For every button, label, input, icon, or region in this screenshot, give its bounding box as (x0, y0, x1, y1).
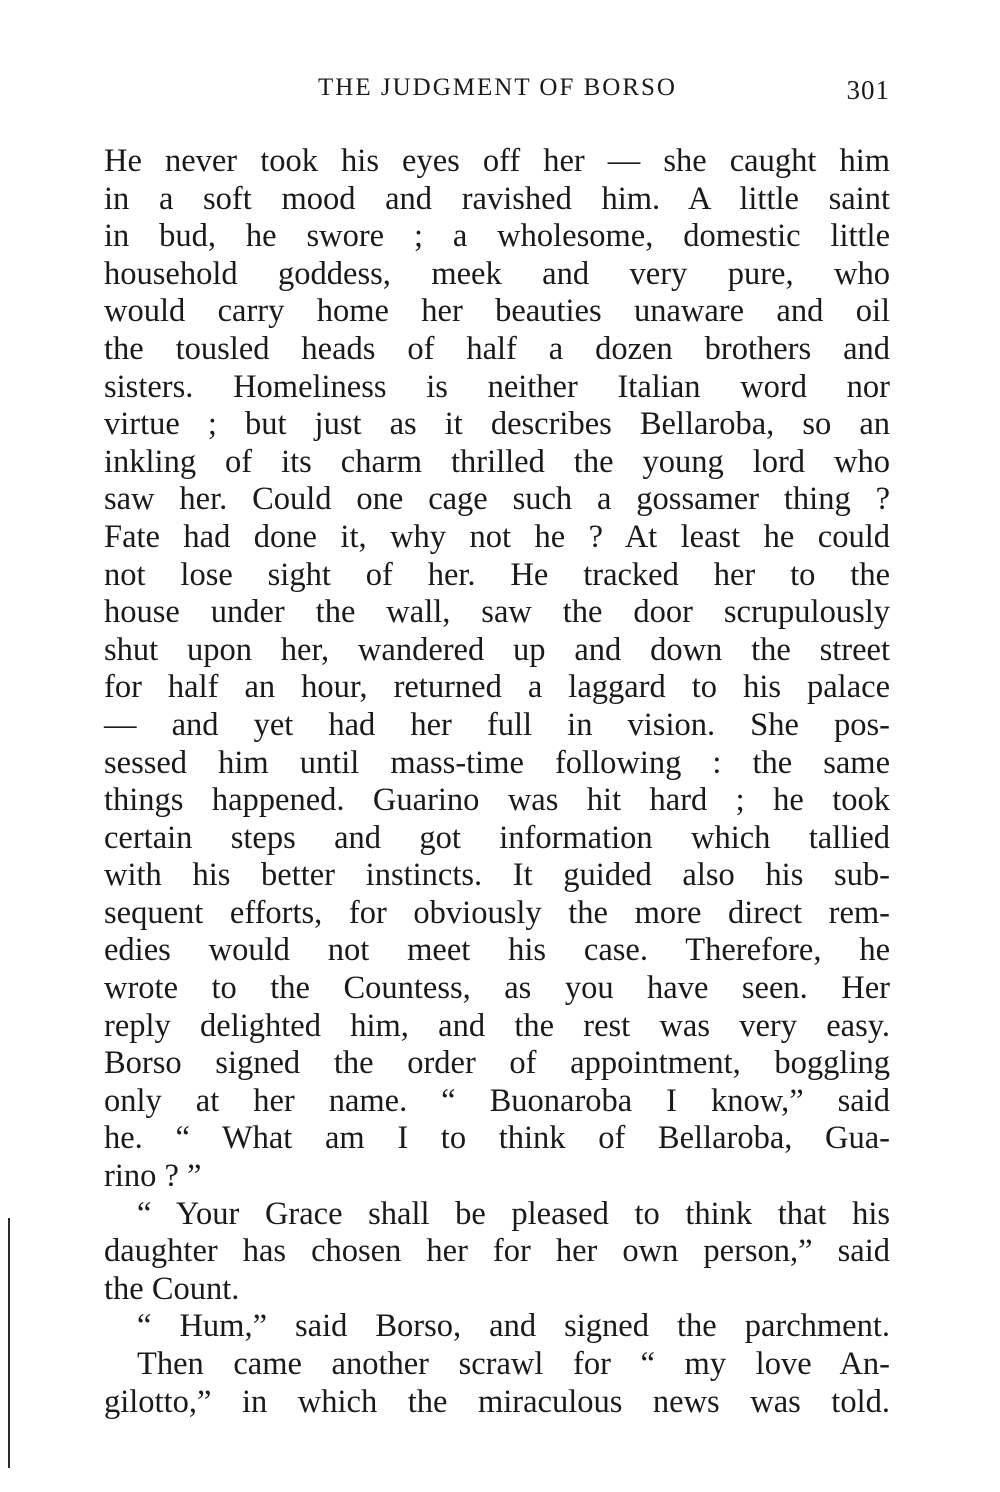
text-line: house under the wall, saw the door scrupulously (104, 594, 890, 631)
text-line: household goddess, meek and very pure, who (104, 255, 890, 292)
text-line: in a soft mood and ravished him. A little saint (104, 180, 890, 217)
text-line: virtue ; but just as it describes Bellaroba, so an (104, 406, 890, 443)
text-line: Borso signed the order of appointment, boggling (104, 1045, 890, 1082)
text-line: not lose sight of her. He tracked her to the (104, 556, 890, 593)
page-number: 301 (846, 75, 890, 105)
text-line: daughter has chosen her for her own person,” said (104, 1233, 890, 1270)
running-title: THE JUDGMENT OF BORSO (318, 74, 677, 101)
text-line: rino ? ” (104, 1158, 202, 1195)
text-line: edies would not meet his case. Therefore, he (104, 932, 890, 969)
text-line: certain steps and got information which tallied (104, 819, 890, 856)
text-line: He never took his eyes off her — she caught him (104, 143, 890, 179)
text-line: things happened. Guarino was hit hard ; he took (104, 782, 890, 819)
text-line: wrote to the Countess, as you have seen. Her (104, 970, 890, 1007)
text-line: “ Hum,” said Borso, and signed the parchment. (137, 1308, 890, 1345)
text-line: in bud, he swore ; a wholesome, domestic little (104, 218, 890, 255)
text-line: Then came another scrawl for “ my love An- (137, 1346, 890, 1382)
text-line: gilotto,” in which the miraculous news was told. (104, 1383, 890, 1420)
text-line: “ Your Grace shall be pleased to think that his (137, 1195, 890, 1232)
running-header (105, 70, 890, 110)
text-line: sessed him until mass-time following : the same (104, 744, 890, 781)
text-line: the Count. (104, 1270, 240, 1307)
text-line: inkling of its charm thrilled the young lord who (104, 443, 890, 480)
text-line: sequent efforts, for obviously the more direct rem- (104, 894, 890, 931)
text-line: sisters. Homeliness is neither Italian word nor (104, 368, 890, 405)
text-line: with his better instincts. It guided also his sub- (104, 857, 890, 894)
text-line: for half an hour, returned a laggard to his palace (104, 669, 890, 706)
text-line: reply delighted him, and the rest was very easy. (104, 1007, 890, 1044)
text-line: Fate had done it, why not he ? At least he could (104, 518, 890, 555)
margin-rule (8, 1218, 10, 1468)
text-line: shut upon her, wandered up and down the street (104, 631, 890, 668)
text-line: — and yet had her full in vision. She pos- (104, 706, 890, 743)
text-line: he. “ What am I to think of Bellaroba, Gua- (104, 1120, 890, 1157)
text-line: only at her name. “ Buonaroba I know,” said (104, 1082, 890, 1119)
text-line: saw her. Could one cage such a gossamer thing ? (104, 481, 890, 518)
body-text (104, 143, 890, 1421)
text-line: would carry home her beauties unaware and oil (104, 293, 890, 330)
text-line: the tousled heads of half a dozen brothers and (104, 330, 890, 367)
